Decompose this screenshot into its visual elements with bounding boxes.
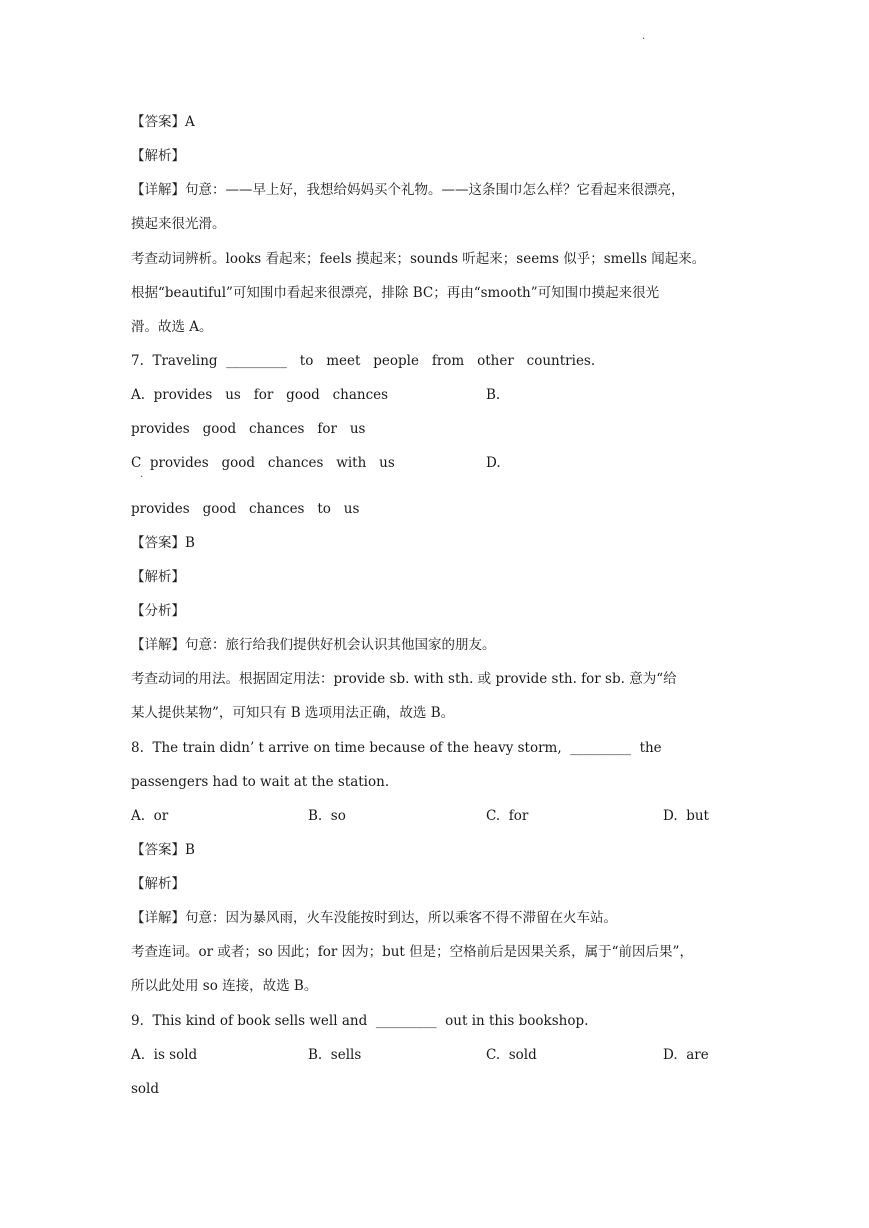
q9-option-d: D. are	[663, 1047, 709, 1063]
explanation-text: 滑。故选 A。	[131, 319, 213, 335]
q8-option-a: A. or	[131, 808, 169, 824]
explanation-text: 所以此处用 so 连接，故选 B。	[131, 978, 318, 994]
explanation-text: 考查连词。or 或者；so 因此；for 因为；but 但是；空格前后是因果关系，属于“前因后果”，	[131, 944, 693, 960]
q7-option-d: provides good chances to us	[131, 501, 360, 517]
analysis-sub-label: 【分析】	[131, 603, 185, 619]
analysis-label: 【解析】	[131, 569, 185, 585]
header-mark: ·	[642, 34, 646, 45]
question-8-cont: passengers had to wait at the station.	[131, 774, 390, 790]
answer-label: 【答案】B	[131, 535, 195, 551]
analysis-label: 【解析】	[131, 148, 185, 164]
q8-option-d: D. but	[663, 808, 709, 824]
detail-text: 【详解】句意：——早上好，我想给妈妈买个礼物。——这条围巾怎么样？它看起来很漂亮，	[131, 182, 685, 198]
analysis-label: 【解析】	[131, 876, 185, 892]
q9-option-d-cont: sold	[131, 1081, 160, 1097]
answer-label: 【答案】A	[131, 114, 195, 130]
detail-text: 【详解】句意：旅行给我们提供好机会认识其他国家的朋友。	[131, 637, 496, 653]
explanation-text: 根据“beautiful”可知围巾看起来很漂亮，排除 BC；再由“smooth”可知围巾摸起来很光	[131, 285, 660, 301]
q7-option-b-label: B.	[486, 387, 501, 403]
q7-option-a: A. provides us for good chances	[131, 387, 389, 403]
q9-option-c: C. sold	[486, 1047, 537, 1063]
explanation-text: 考查动词辨析。looks 看起来；feels 摸起来；sounds 听起来；seems 似乎；smells 闻起来。	[131, 251, 706, 267]
explanation-text: 某人提供某物”，可知只有 B 选项用法正确，故选 B。	[131, 705, 455, 721]
question-8: 8. The train didn’ t arrive on time because of the heavy storm, _________ the	[131, 740, 662, 756]
q7-option-c: C provides good chances with us	[131, 455, 395, 471]
question-9: 9. This kind of book sells well and _________ out in this bookshop.	[131, 1013, 589, 1029]
q8-option-b: B. so	[308, 808, 346, 824]
question-7: 7. Traveling _________ to meet people from other countries.	[131, 353, 596, 369]
q8-option-c: C. for	[486, 808, 529, 824]
explanation-text: 考查动词的用法。根据固定用法：provide sb. with sth. 或 provide sth. for sb. 意为“给	[131, 671, 677, 687]
answer-label: 【答案】B	[131, 842, 195, 858]
q7-option-d-label: D.	[486, 455, 501, 471]
q7-option-b: provides good chances for us	[131, 421, 366, 437]
q7-option-c-dot: ·	[140, 472, 144, 483]
detail-text-cont: 摸起来很光滑。	[131, 216, 226, 232]
q9-option-a: A. is sold	[131, 1047, 198, 1063]
q9-option-b: B. sells	[308, 1047, 362, 1063]
detail-text: 【详解】句意：因为暴风雨，火车没能按时到达，所以乘客不得不滞留在火车站。	[131, 910, 617, 926]
